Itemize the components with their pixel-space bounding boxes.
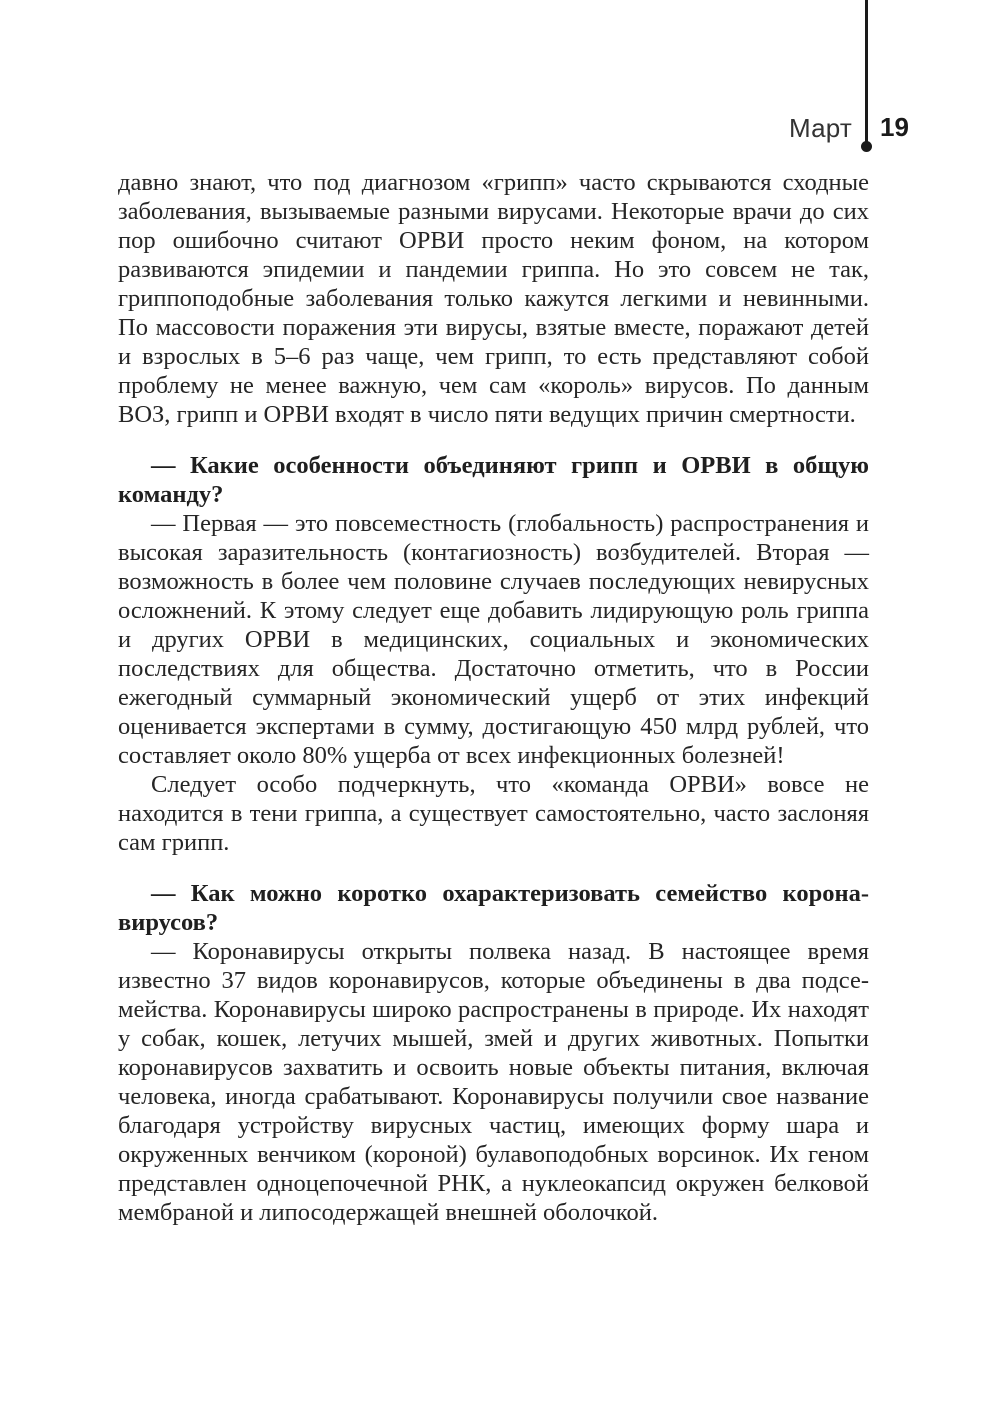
- interview-answer-2: — Коронавирусы открыты полвека назад. В настоящее время известно 37 видов коронавирусов, которые объединены в два подсемейства. Коронавирусы широко распространены в природе. Их находят у собак, кошек, летучих мышей, змей и других животных. Попытки коронавирусов захватить и освоить новые объекты питания, включая человека, иногда срабатывают. Коронавирусы получили свое название благодаря устройству вирусных частиц, имеющих форму шара и окруженных венчиком (короной) булавоподобных ворсинок. Их геном представлен одноцепочечной РНК, а нуклеокапсид окружен белковой мембраной и липосодержащей внешней оболочкой.: [118, 938, 869, 1226]
- section-gap: [118, 857, 869, 879]
- page-body: [118, 168, 869, 1227]
- running-title: Март: [788, 113, 852, 143]
- header-rule-dot: [861, 141, 872, 152]
- interview-answer-1-continued: Следует особо подчеркнуть, что «команда ОРВИ» вовсе не находится в тени гриппа, а существует самостоятельно, часто заслоняя сам грипп.: [118, 771, 869, 856]
- interview-answer-1: — Первая — это повсеместность (глобальность) распространения и высокая заразительность (контагиозность) возбудителей. Вторая — возможность в более чем половине случаев последующих невирусных осложнений. К этому следует еще добавить лидирующую роль гриппа и других ОРВИ в медицинских, социальных и экономических последствиях для общества. Достаточно отметить, что в России ежегодный суммарный экономический ущерб от этих инфекций оценивается экспертами в сумму, достигающую 450 млрд рублей, что составляет около 80% ущерба от всех инфекционных болезней!: [118, 510, 869, 769]
- section-gap: [118, 429, 869, 451]
- header-vertical-rule: [865, 0, 868, 146]
- interview-question-1: — Какие особенности объединяют грипп и ОРВИ в общую команду?: [118, 452, 869, 508]
- page-number: 19: [880, 112, 909, 142]
- paragraph-continuation: давно знают, что под диагнозом «грипп» часто скрываются сходные заболевания, вызываемые разными вирусами. Некоторые врачи до сих пор ошибочно считают ОРВИ просто неким фоном, на котором развиваются эпидемии и пандемии гриппа. Но это совсем не так, гриппоподобные заболевания только кажутся легкими и невинными. По массовости поражения эти вирусы, взятые вместе, поражают детей и взрослых в 5–6 раз чаще, чем грипп, то есть представляют собой проблему не менее важную, чем сам «король» вирусов. По данным ВОЗ, грипп и ОРВИ входят в число пяти ведущих причин смертности.: [118, 169, 869, 428]
- interview-question-2: — Как можно коротко охарактеризовать семейство коронавирусов?: [118, 880, 869, 936]
